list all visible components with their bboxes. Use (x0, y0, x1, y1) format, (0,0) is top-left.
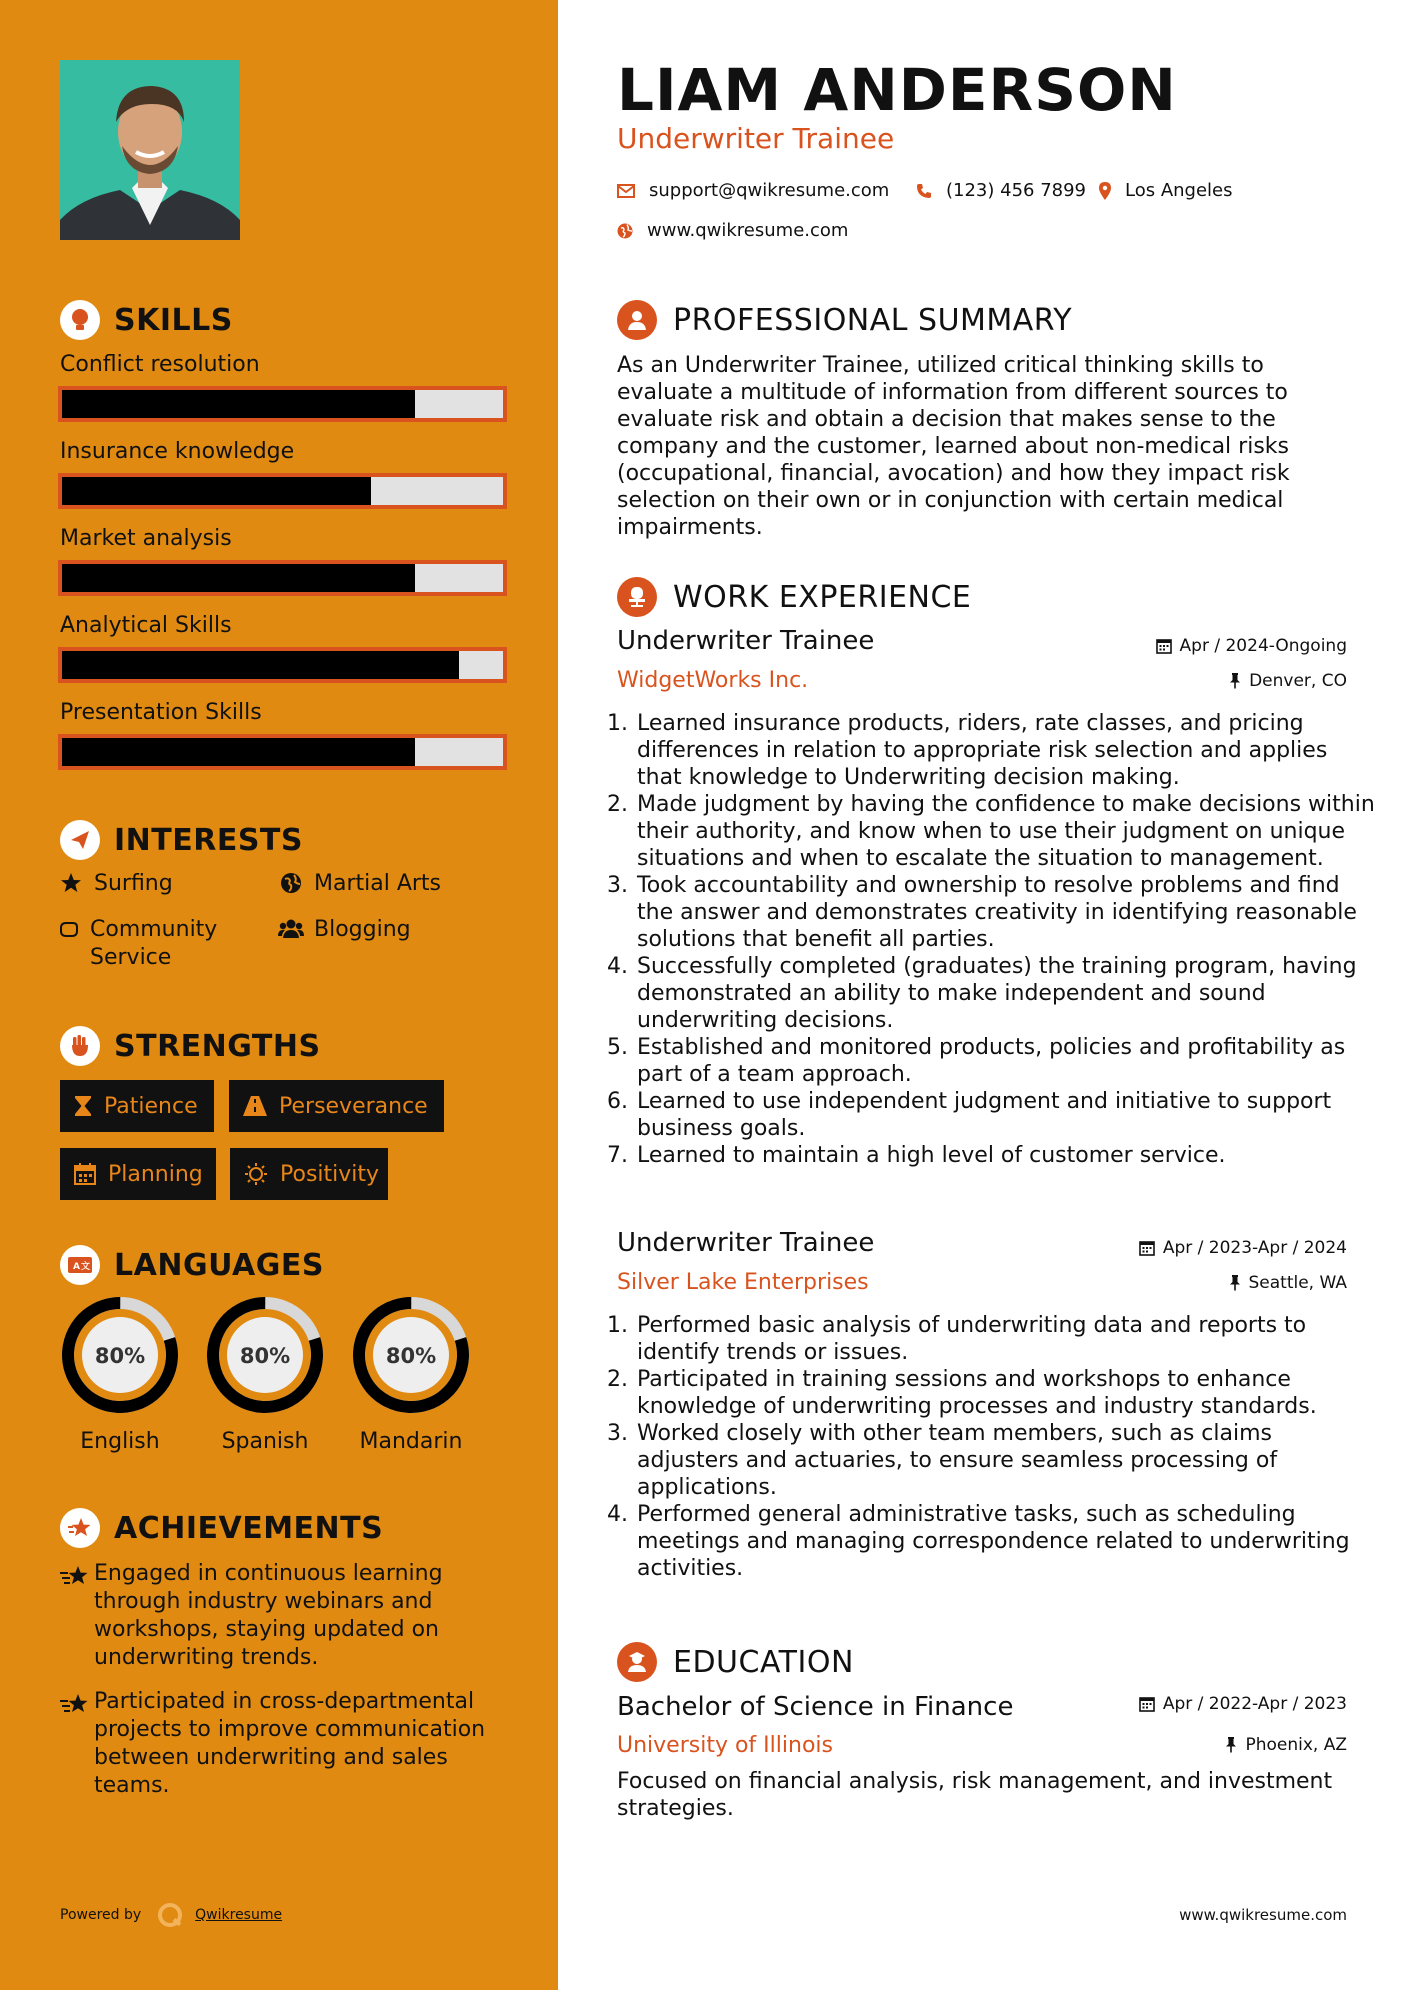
skills-title: SKILLS (114, 302, 233, 338)
language-item (349, 1293, 473, 1454)
job-bullets (617, 1312, 1375, 1582)
languages-title: LANGUAGES (114, 1247, 324, 1283)
company-name: Silver Lake Enterprises (617, 1270, 869, 1295)
interest-item (278, 916, 411, 944)
achievement-item (60, 1560, 500, 1672)
language-percent: 80% (239, 1344, 291, 1368)
skill-bar-fill (62, 738, 415, 766)
job-bullet: 6. Learned to use independent judgment and initiative to support business goals. (635, 1088, 1375, 1142)
language-gauge (58, 1293, 182, 1417)
language-name: English (80, 1429, 160, 1454)
interest-label: Martial Arts (314, 871, 442, 896)
calendar-icon (1139, 1240, 1155, 1256)
education-header (617, 1642, 854, 1682)
strengths-header (60, 1026, 321, 1066)
profile-photo (60, 60, 240, 240)
language-icon (60, 1245, 100, 1285)
envelope-icon (617, 184, 635, 198)
skill-bar-fill (62, 564, 415, 592)
education-title: EDUCATION (673, 1644, 854, 1680)
calendar-icon (1139, 1696, 1155, 1712)
sun-icon (244, 1162, 268, 1186)
language-percent: 80% (385, 1344, 437, 1368)
interest-item (278, 870, 441, 898)
skill-bar (58, 647, 507, 683)
language-item (203, 1293, 327, 1454)
job-bullet: 3. Worked closely with other team members, such as claims adjusters and actuaries, to ensure seamless processing of applications. (635, 1420, 1375, 1501)
users-icon (278, 916, 304, 940)
interests-header (60, 820, 303, 860)
strength-label: Positivity (280, 1161, 380, 1187)
job-bullet: 4. Performed general administrative tasks, such as scheduling meetings and managing correspondence related to underwriting activities. (635, 1501, 1375, 1582)
job-bullet: 1. Learned insurance products, riders, rate classes, and pricing differences in relation to appropriate risk selection and applies that knowledge to Underwriting decision making. (635, 710, 1375, 791)
achievements-title: ACHIEVEMENTS (114, 1510, 384, 1546)
contact-phone (916, 180, 1086, 201)
calendar-icon (74, 1163, 96, 1185)
briefcase-chair-icon (617, 577, 657, 617)
achievements-header (60, 1508, 383, 1548)
skill-label: Insurance knowledge (60, 439, 295, 464)
language-name: Spanish (221, 1429, 309, 1454)
contact-website (617, 220, 848, 241)
qwikresume-logo-icon (157, 1902, 183, 1928)
experience-title: WORK EXPERIENCE (673, 579, 972, 615)
interest-label: Community Service (90, 917, 218, 970)
interest-item (58, 916, 258, 972)
skill-bar (58, 560, 507, 596)
summary-header (617, 300, 1072, 340)
skill-bar-fill (62, 390, 415, 418)
skill-bar (58, 734, 507, 770)
user-icon (617, 300, 657, 340)
hourglass-icon (74, 1095, 92, 1117)
job-bullet: 2. Participated in training sessions and workshops to enhance knowledge of underwriting processes and industry standards. (635, 1366, 1375, 1420)
svg-text:A: A (73, 1262, 80, 1272)
job-bullet: 3. Took accountability and ownership to resolve problems and find the answer and demonstrates creativity in identifying reasonable solutions that benefit all parties. (635, 872, 1375, 953)
skill-label: Market analysis (60, 526, 232, 551)
strength-label: Patience (104, 1093, 198, 1119)
strength-label: Perseverance (279, 1093, 428, 1119)
summary-title: PROFESSIONAL SUMMARY (673, 302, 1073, 338)
shooting-star-icon (60, 1560, 94, 1672)
skills-header (60, 300, 233, 340)
interest-label: Surfing (94, 871, 173, 896)
phone-icon (916, 183, 932, 199)
paper-plane-icon (60, 820, 100, 860)
powered-by-label: Powered by (60, 1907, 142, 1923)
candidate-name: LIAM ANDERSON (617, 56, 1177, 124)
strengths-title: STRENGTHS (114, 1028, 321, 1064)
job-location-text: Seattle, WA (1248, 1273, 1347, 1293)
powered-by (60, 1902, 282, 1928)
skill-label: Presentation Skills (60, 700, 262, 725)
phone-text: (123) 456 7899 (946, 180, 1087, 201)
interest-label: Blogging (314, 917, 411, 942)
candidate-role: Underwriter Trainee (617, 122, 895, 155)
road-icon (243, 1096, 267, 1116)
education-location (1225, 1735, 1347, 1755)
skill-label: Conflict resolution (60, 352, 260, 377)
strength-badge (230, 1148, 388, 1200)
education-dates (1139, 1694, 1347, 1714)
skill-bar (58, 386, 507, 422)
skill-bar-fill (62, 477, 371, 505)
achievement-star-icon (60, 1508, 100, 1548)
calendar-icon (1156, 638, 1172, 654)
education-description: Focused on financial analysis, risk management, and investment strategies. (617, 1769, 1333, 1821)
language-item (58, 1293, 182, 1454)
footer-url[interactable]: www.qwikresume.com (1179, 1906, 1347, 1924)
degree-title: Bachelor of Science in Finance (617, 1692, 1014, 1722)
email-text[interactable]: support@qwikresume.com (649, 180, 890, 201)
svg-text:文: 文 (81, 1262, 91, 1272)
strength-badge (229, 1080, 444, 1132)
job-bullets (617, 710, 1375, 1169)
skill-bar-fill (62, 651, 459, 679)
website-text[interactable]: www.qwikresume.com (647, 220, 849, 241)
sidebar (0, 0, 558, 1990)
lightbulb-icon (60, 300, 100, 340)
experience-header (617, 577, 971, 617)
job-dates (1139, 1238, 1347, 1258)
languages-header (60, 1245, 324, 1285)
job-bullet: 5. Established and monitored products, policies and profitability as part of a team approach. (635, 1034, 1375, 1088)
language-name: Mandarin (359, 1429, 463, 1454)
job-dates-text: Apr / 2023-Apr / 2024 (1162, 1238, 1347, 1258)
pin-icon (1229, 673, 1241, 689)
job-dates-text: Apr / 2024-Ongoing (1179, 636, 1347, 656)
interest-item (58, 870, 173, 898)
education-location-text: Phoenix, AZ (1245, 1735, 1347, 1755)
map-marker-icon (1099, 182, 1111, 200)
qwikresume-link[interactable]: Qwikresume (195, 1907, 283, 1923)
education-dates-text: Apr / 2022-Apr / 2023 (1162, 1694, 1347, 1714)
language-gauge (349, 1293, 473, 1417)
graduate-icon (617, 1642, 657, 1682)
job-title: Underwriter Trainee (617, 1228, 875, 1258)
globe-icon (278, 870, 304, 894)
skill-bar (58, 473, 507, 509)
contact-location (1099, 180, 1233, 201)
skill-label: Analytical Skills (60, 613, 232, 638)
job-bullet: 2. Made judgment by having the confidence to make decisions within their authority, and know when to use their judgment on unique situations and when to escalate the situation to management. (635, 791, 1375, 872)
job-bullet: 1. Performed basic analysis of underwriting data and reports to identify trends or issues. (635, 1312, 1375, 1366)
job-bullet: 7. Learned to maintain a high level of customer service. (635, 1142, 1375, 1169)
interests-title: INTERESTS (114, 822, 303, 858)
job-title: Underwriter Trainee (617, 626, 875, 656)
job-dates (1156, 636, 1347, 656)
achievement-item (60, 1688, 500, 1800)
shooting-star-icon (60, 1688, 94, 1800)
strength-label: Planning (108, 1161, 203, 1187)
language-gauge (203, 1293, 327, 1417)
strength-badge (60, 1080, 214, 1132)
job-location (1229, 671, 1347, 691)
company-name: WidgetWorks Inc. (617, 668, 809, 693)
fist-icon (60, 1026, 100, 1066)
strength-badge (60, 1148, 216, 1200)
contact-email (617, 180, 889, 201)
pin-icon (1229, 1275, 1241, 1291)
job-location-text: Denver, CO (1249, 671, 1347, 691)
school-name: University of Illinois (617, 1733, 833, 1758)
hand-icon (58, 916, 80, 940)
job-bullet: 4. Successfully completed (graduates) the training program, having demonstrated an ability to make independent and sound underwriting decisions. (635, 953, 1375, 1034)
star-icon (58, 870, 84, 894)
job-location (1229, 1273, 1348, 1293)
location-text: Los Angeles (1125, 180, 1233, 201)
summary-text: As an Underwriter Trainee, utilized critical thinking skills to evaluate a multitude of information from different sources to evaluate risk and obtain a decision that makes sense to the company and the customer, learned about non-medical risks (occupational, financial, avocation) and how they impact risk selection on their own or in conjunction with certain medical impairments. (617, 353, 1290, 540)
language-percent: 80% (94, 1344, 146, 1368)
pin-icon (1225, 1737, 1237, 1753)
globe-icon (617, 223, 633, 239)
achievement-text: Engaged in continuous learning through industry webinars and workshops, staying updated on underwriting trends. (94, 1561, 443, 1670)
achievement-text: Participated in cross-departmental projects to improve communication between underwriting and sales teams. (94, 1689, 486, 1798)
